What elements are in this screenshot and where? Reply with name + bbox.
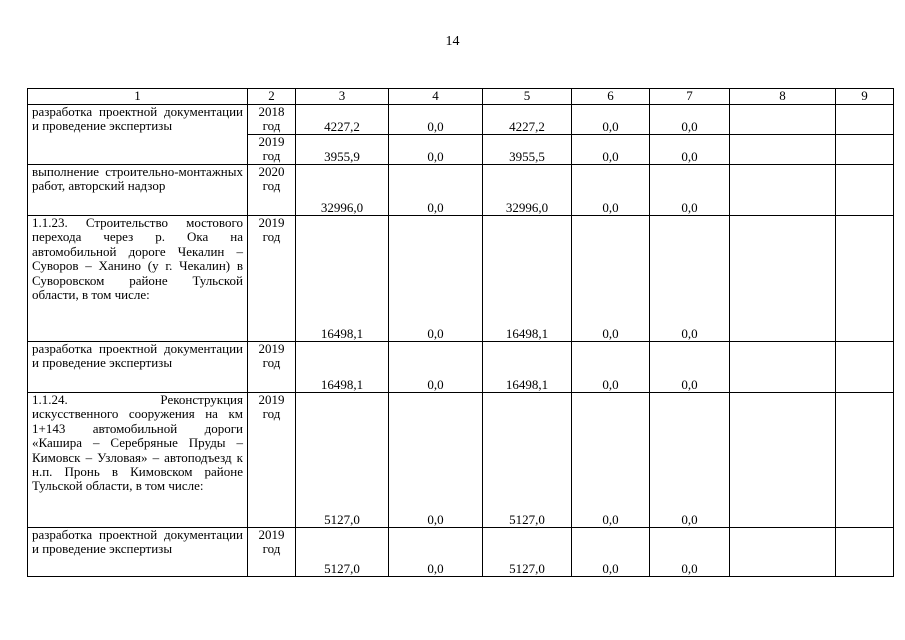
empty-cell bbox=[730, 105, 836, 135]
value-cell: 0,0 bbox=[650, 342, 730, 393]
year-cell bbox=[248, 342, 296, 393]
column-header: 5 bbox=[483, 89, 572, 105]
row-description: 1.1.24. Реконструкция искусственного сооружения на км 1+143 автомобильной дороги «Кашира – Серебряные Пруды – Кимовск – Узловая» – автоподъезд к н.п. Пронь в Кимовском районе Тульской области, в том числе: bbox=[28, 393, 248, 528]
year-unit: год bbox=[262, 229, 281, 245]
value-cell: 3955,9 bbox=[296, 135, 389, 165]
value-cell: 0,0 bbox=[389, 528, 483, 577]
row-description: 1.1.23. Строительство мостового перехода через р. Ока на автомобильной дороге Чекалин – Суворов – Ханино (у г. Чекалин) в Суворовском районе Тульской области, в том числе: bbox=[28, 216, 248, 342]
value-cell: 5127,0 bbox=[483, 393, 572, 528]
year-cell bbox=[248, 105, 296, 135]
year-cell bbox=[248, 216, 296, 342]
year-cell bbox=[248, 528, 296, 577]
value-cell: 0,0 bbox=[572, 105, 650, 135]
column-header: 2 bbox=[248, 89, 296, 105]
empty-cell bbox=[836, 216, 894, 342]
empty-cell bbox=[836, 528, 894, 577]
value-cell: 0,0 bbox=[650, 165, 730, 216]
value-cell: 4227,2 bbox=[483, 105, 572, 135]
column-header: 4 bbox=[389, 89, 483, 105]
empty-cell bbox=[730, 528, 836, 577]
value-cell: 0,0 bbox=[650, 135, 730, 165]
column-header: 1 bbox=[28, 89, 248, 105]
empty-cell bbox=[836, 165, 894, 216]
value-cell: 0,0 bbox=[389, 165, 483, 216]
value-cell: 3955,5 bbox=[483, 135, 572, 165]
year-value: 2019 bbox=[258, 392, 285, 407]
empty-cell bbox=[730, 216, 836, 342]
empty-cell bbox=[836, 393, 894, 528]
year-cell bbox=[248, 135, 296, 165]
value-cell: 0,0 bbox=[572, 135, 650, 165]
column-header: 7 bbox=[650, 89, 730, 105]
table-row bbox=[28, 165, 894, 216]
year-value: 2019 bbox=[258, 134, 285, 149]
budget-table bbox=[27, 88, 894, 577]
empty-cell bbox=[730, 393, 836, 528]
value-cell: 0,0 bbox=[650, 216, 730, 342]
year-value: 2018 bbox=[258, 104, 285, 119]
value-cell: 16498,1 bbox=[483, 216, 572, 342]
column-header: 9 bbox=[836, 89, 894, 105]
value-cell: 0,0 bbox=[650, 105, 730, 135]
value-cell: 4227,2 bbox=[296, 105, 389, 135]
row-description: разработка проектной документации и проведение экспертизы bbox=[28, 342, 248, 393]
value-cell: 32996,0 bbox=[483, 165, 572, 216]
page-number: 14 bbox=[445, 34, 460, 49]
value-cell: 0,0 bbox=[650, 528, 730, 577]
year-value: 2019 bbox=[258, 341, 285, 356]
table-row bbox=[28, 216, 894, 342]
value-cell: 5127,0 bbox=[296, 393, 389, 528]
table-row bbox=[28, 342, 894, 393]
year-unit: год bbox=[262, 148, 281, 164]
year-unit: год bbox=[262, 178, 281, 194]
value-cell: 32996,0 bbox=[296, 165, 389, 216]
value-cell: 0,0 bbox=[389, 342, 483, 393]
value-cell: 5127,0 bbox=[483, 528, 572, 577]
value-cell: 0,0 bbox=[572, 528, 650, 577]
value-cell: 0,0 bbox=[389, 105, 483, 135]
empty-cell bbox=[730, 135, 836, 165]
year-cell bbox=[248, 165, 296, 216]
empty-cell bbox=[730, 342, 836, 393]
year-unit: год bbox=[262, 406, 281, 422]
table-row bbox=[28, 105, 894, 135]
value-cell: 0,0 bbox=[650, 393, 730, 528]
column-header: 6 bbox=[572, 89, 650, 105]
column-header: 3 bbox=[296, 89, 389, 105]
value-cell: 0,0 bbox=[572, 342, 650, 393]
column-header: 8 bbox=[730, 89, 836, 105]
value-cell: 0,0 bbox=[572, 216, 650, 342]
empty-cell bbox=[730, 165, 836, 216]
value-cell: 5127,0 bbox=[296, 528, 389, 577]
value-cell: 16498,1 bbox=[296, 216, 389, 342]
row-description: разработка проектной документации и проведение экспертизы bbox=[28, 105, 248, 165]
year-unit: год bbox=[262, 355, 281, 371]
value-cell: 16498,1 bbox=[483, 342, 572, 393]
year-unit: год bbox=[262, 541, 281, 557]
value-cell: 0,0 bbox=[389, 216, 483, 342]
table-row bbox=[28, 528, 894, 577]
value-cell: 16498,1 bbox=[296, 342, 389, 393]
table-row bbox=[28, 393, 894, 528]
year-unit: год bbox=[262, 118, 281, 134]
value-cell: 0,0 bbox=[389, 393, 483, 528]
row-description: выполнение строительно-монтажных работ, авторский надзор bbox=[28, 165, 248, 216]
year-value: 2019 bbox=[258, 527, 285, 542]
year-cell bbox=[248, 393, 296, 528]
column-header-row bbox=[28, 89, 894, 105]
value-cell: 0,0 bbox=[389, 135, 483, 165]
year-value: 2019 bbox=[258, 215, 285, 230]
year-value: 2020 bbox=[258, 164, 285, 179]
empty-cell bbox=[836, 135, 894, 165]
empty-cell bbox=[836, 342, 894, 393]
empty-cell bbox=[836, 105, 894, 135]
value-cell: 0,0 bbox=[572, 393, 650, 528]
value-cell: 0,0 bbox=[572, 165, 650, 216]
row-description: разработка проектной документации и проведение экспертизы bbox=[28, 528, 248, 577]
